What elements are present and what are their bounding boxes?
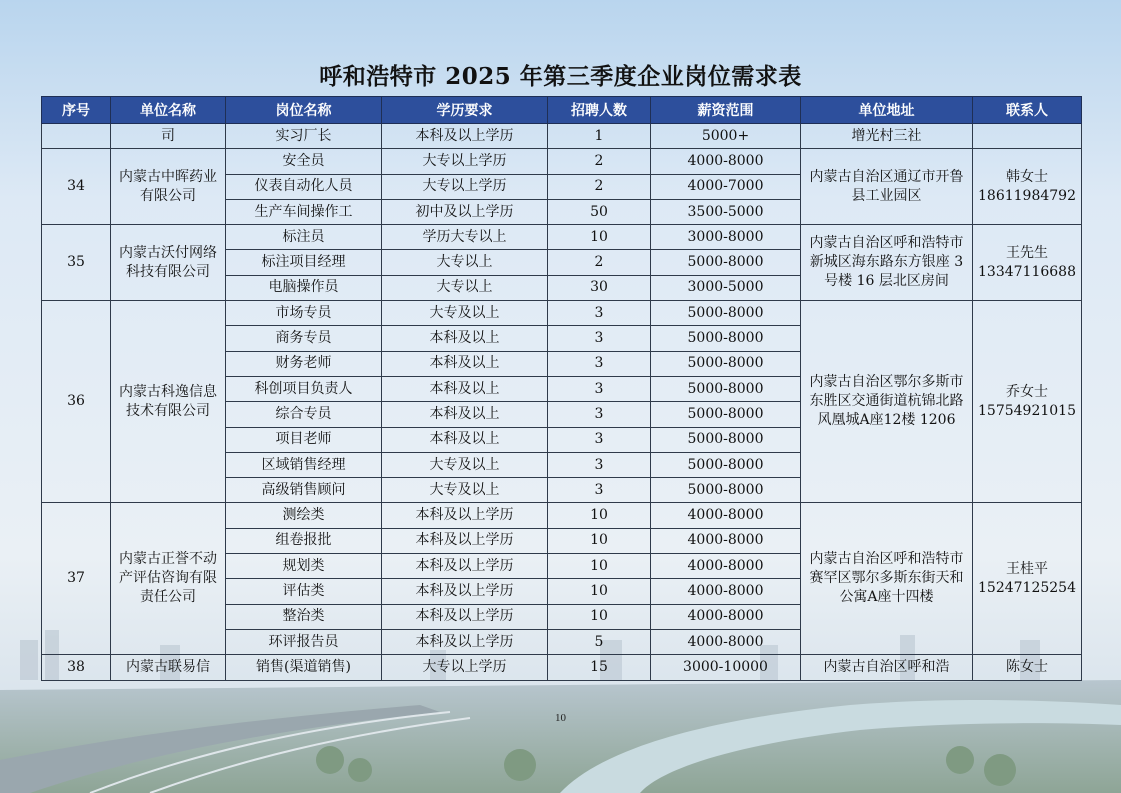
count-cell: 2 <box>548 149 651 174</box>
count-cell: 3 <box>548 351 651 376</box>
seq-cell: 37 <box>42 503 111 655</box>
company-cell: 内蒙古沃付网络科技有限公司 <box>111 225 226 301</box>
education-cell: 本科及以上学历 <box>382 629 548 654</box>
position-cell: 生产车间操作工 <box>226 199 382 224</box>
contact-phone: 13347116688 <box>978 263 1076 280</box>
salary-cell: 4000-8000 <box>651 554 801 579</box>
education-cell: 大专以上 <box>382 275 548 300</box>
salary-cell: 3500-5000 <box>651 199 801 224</box>
contact-phone: 18611984792 <box>978 187 1076 204</box>
salary-cell: 5000-8000 <box>651 301 801 326</box>
education-cell: 本科及以上 <box>382 351 548 376</box>
count-cell: 3 <box>548 402 651 427</box>
salary-cell: 4000-8000 <box>651 149 801 174</box>
table-row <box>42 301 1082 326</box>
document-title: 呼和浩特市 2025 年第三季度企业岗位需求表 <box>319 63 802 90</box>
education-cell: 本科及以上学历 <box>382 528 548 553</box>
table-row <box>42 124 1082 149</box>
seq-cell <box>42 124 111 149</box>
company-cell: 内蒙古科逸信息技术有限公司 <box>111 301 226 503</box>
education-cell: 本科及以上学历 <box>382 554 548 579</box>
education-cell: 本科及以上 <box>382 326 548 351</box>
count-cell: 3 <box>548 326 651 351</box>
salary-cell: 3000-5000 <box>651 275 801 300</box>
header-salary: 薪资范围 <box>651 97 801 124</box>
table-row <box>42 149 1082 174</box>
contact-cell <box>973 301 1082 503</box>
job-table <box>41 96 1082 681</box>
seq-cell: 38 <box>42 655 111 680</box>
contact-cell <box>973 225 1082 301</box>
position-cell: 电脑操作员 <box>226 275 382 300</box>
count-cell: 10 <box>548 579 651 604</box>
count-cell: 10 <box>548 528 651 553</box>
education-cell: 大专以上学历 <box>382 655 548 680</box>
position-cell: 实习厂长 <box>226 124 382 149</box>
salary-cell: 5000-8000 <box>651 402 801 427</box>
salary-cell: 3000-10000 <box>651 655 801 680</box>
position-cell: 项目老师 <box>226 427 382 452</box>
education-cell: 大专及以上 <box>382 301 548 326</box>
address-cell: 内蒙古自治区呼和浩 <box>801 655 973 680</box>
education-cell: 本科及以上 <box>382 376 548 401</box>
position-cell: 整治类 <box>226 604 382 629</box>
contact-cell: 陈女士 <box>973 655 1082 680</box>
count-cell: 10 <box>548 225 651 250</box>
header-position: 岗位名称 <box>226 97 382 124</box>
count-cell: 15 <box>548 655 651 680</box>
education-cell: 初中及以上学历 <box>382 199 548 224</box>
header-address: 单位地址 <box>801 97 973 124</box>
education-cell: 大专及以上 <box>382 452 548 477</box>
position-cell: 环评报告员 <box>226 629 382 654</box>
contact-cell <box>973 149 1082 225</box>
salary-cell: 5000+ <box>651 124 801 149</box>
education-cell: 本科及以上学历 <box>382 579 548 604</box>
address-cell: 内蒙古自治区呼和浩特市新城区海东路东方银座 3 号楼 16 层北区房间 <box>801 225 973 301</box>
education-cell: 本科及以上 <box>382 427 548 452</box>
header-seq: 序号 <box>42 97 111 124</box>
position-cell: 规划类 <box>226 554 382 579</box>
salary-cell: 4000-8000 <box>651 528 801 553</box>
position-cell: 标注员 <box>226 225 382 250</box>
position-cell: 标注项目经理 <box>226 250 382 275</box>
position-cell: 商务专员 <box>226 326 382 351</box>
company-cell: 司 <box>111 124 226 149</box>
contact-name: 乔女士 <box>1006 383 1048 400</box>
count-cell: 5 <box>548 629 651 654</box>
contact-phone: 15247125254 <box>978 579 1076 596</box>
count-cell: 50 <box>548 199 651 224</box>
education-cell: 大专及以上 <box>382 478 548 503</box>
position-cell: 市场专员 <box>226 301 382 326</box>
table-row <box>42 225 1082 250</box>
salary-cell: 3000-8000 <box>651 225 801 250</box>
education-cell: 本科及以上学历 <box>382 604 548 629</box>
address-cell: 内蒙古自治区通辽市开鲁县工业园区 <box>801 149 973 225</box>
count-cell: 2 <box>548 250 651 275</box>
count-cell: 3 <box>548 478 651 503</box>
position-cell: 测绘类 <box>226 503 382 528</box>
position-cell: 组卷报批 <box>226 528 382 553</box>
contact-cell <box>973 503 1082 655</box>
position-cell: 科创项目负责人 <box>226 376 382 401</box>
education-cell: 大专以上学历 <box>382 174 548 199</box>
salary-cell: 5000-8000 <box>651 452 801 477</box>
position-cell: 评估类 <box>226 579 382 604</box>
position-cell: 财务老师 <box>226 351 382 376</box>
count-cell: 10 <box>548 503 651 528</box>
salary-cell: 5000-8000 <box>651 250 801 275</box>
count-cell: 2 <box>548 174 651 199</box>
contact-cell <box>973 124 1082 149</box>
education-cell: 大专以上 <box>382 250 548 275</box>
seq-cell: 34 <box>42 149 111 225</box>
count-cell: 10 <box>548 604 651 629</box>
count-cell: 3 <box>548 452 651 477</box>
salary-cell: 4000-7000 <box>651 174 801 199</box>
salary-cell: 5000-8000 <box>651 376 801 401</box>
education-cell: 大专以上学历 <box>382 149 548 174</box>
salary-cell: 4000-8000 <box>651 604 801 629</box>
contact-phone: 15754921015 <box>978 402 1076 419</box>
position-cell: 安全员 <box>226 149 382 174</box>
position-cell: 高级销售顾问 <box>226 478 382 503</box>
position-cell: 仪表自动化人员 <box>226 174 382 199</box>
count-cell: 10 <box>548 554 651 579</box>
contact-name: 王先生 <box>1006 244 1048 261</box>
salary-cell: 5000-8000 <box>651 478 801 503</box>
count-cell: 1 <box>548 124 651 149</box>
header-contact: 联系人 <box>973 97 1082 124</box>
contact-name: 韩女士 <box>1006 168 1048 185</box>
company-cell: 内蒙古中晖药业有限公司 <box>111 149 226 225</box>
seq-cell: 35 <box>42 225 111 301</box>
header-company: 单位名称 <box>111 97 226 124</box>
company-cell: 内蒙古正誉不动产评估咨询有限责任公司 <box>111 503 226 655</box>
salary-cell: 4000-8000 <box>651 629 801 654</box>
salary-cell: 5000-8000 <box>651 326 801 351</box>
education-cell: 学历大专以上 <box>382 225 548 250</box>
position-cell: 销售(渠道销售) <box>226 655 382 680</box>
page-number: 10 <box>555 712 566 724</box>
address-cell: 增光村三社 <box>801 124 973 149</box>
count-cell: 30 <box>548 275 651 300</box>
education-cell: 本科及以上学历 <box>382 503 548 528</box>
salary-cell: 4000-8000 <box>651 579 801 604</box>
salary-cell: 5000-8000 <box>651 351 801 376</box>
header-education: 学历要求 <box>382 97 548 124</box>
seq-cell: 36 <box>42 301 111 503</box>
position-cell: 综合专员 <box>226 402 382 427</box>
education-cell: 本科及以上 <box>382 402 548 427</box>
table-row <box>42 655 1082 680</box>
table-row <box>42 503 1082 528</box>
count-cell: 3 <box>548 427 651 452</box>
count-cell: 3 <box>548 376 651 401</box>
header-count: 招聘人数 <box>548 97 651 124</box>
address-cell: 内蒙古自治区呼和浩特市赛罕区鄂尔多斯东街天和公寓A座十四楼 <box>801 503 973 655</box>
salary-cell: 5000-8000 <box>651 427 801 452</box>
company-cell: 内蒙古联易信 <box>111 655 226 680</box>
education-cell: 本科及以上学历 <box>382 124 548 149</box>
table-header-row <box>42 97 1082 124</box>
position-cell: 区域销售经理 <box>226 452 382 477</box>
count-cell: 3 <box>548 301 651 326</box>
salary-cell: 4000-8000 <box>651 503 801 528</box>
contact-name: 王桂平 <box>1006 560 1048 577</box>
address-cell: 内蒙古自治区鄂尔多斯市东胜区交通街道杭锦北路风凰城A座12楼 1206 <box>801 301 973 503</box>
